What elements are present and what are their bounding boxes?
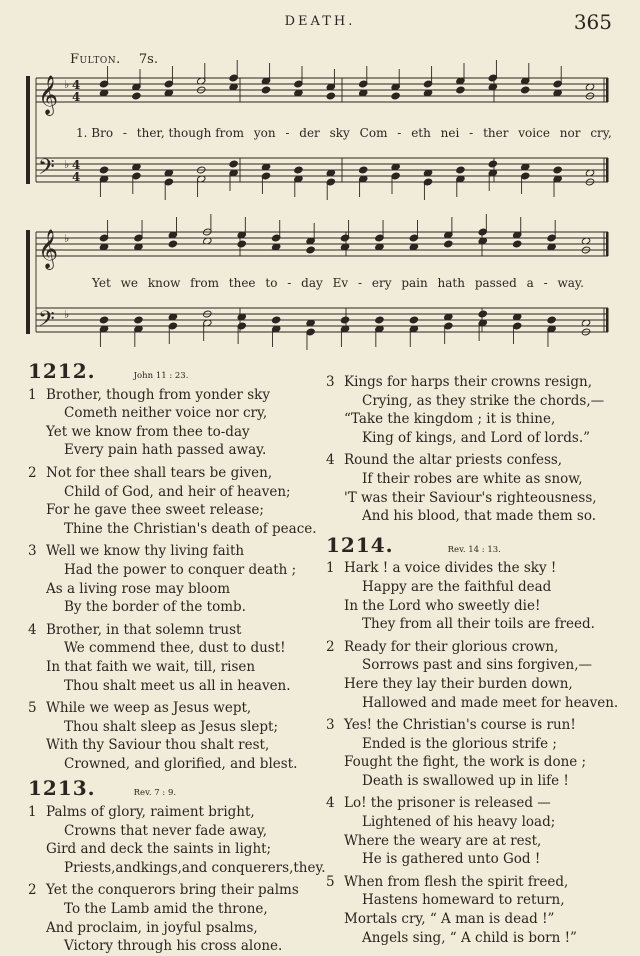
hymn-heading: [28, 359, 318, 386]
tune-meter: 7s.: [138, 52, 158, 67]
note-head: [375, 316, 384, 324]
verse: [326, 873, 626, 947]
verse-line: Fought the fight, the work is done ;: [344, 754, 587, 771]
verse-text: Ready for their glorious crown,: [344, 638, 559, 655]
verse-line: As a living rose may bloom: [46, 580, 231, 597]
hymn-1212: [28, 386, 318, 774]
hymn-1213-part-1: [28, 803, 326, 956]
note-head: [132, 92, 141, 100]
verse-line: Had the power to conquer death ;: [64, 561, 297, 578]
lyric-syllable: -: [469, 126, 474, 140]
verse-line: Thine the Christian's death of peace.: [64, 520, 317, 537]
lyric-syllable: -: [285, 126, 290, 140]
lyric-syllable: -: [357, 276, 363, 290]
lyric-syllable: Com: [359, 126, 388, 140]
verse-text: Round the altar priests confess,: [344, 452, 563, 469]
verse-line: [326, 559, 626, 578]
note-head: [553, 166, 562, 174]
verse-line: And his blood, that made them so.: [362, 508, 597, 525]
verse-line: Thou shalt sleep as Jesus slept;: [64, 718, 279, 735]
time-signature: 4: [72, 78, 81, 92]
key-signature-flat: ♭: [64, 232, 70, 245]
verse-line: Priests,andkings,and conquerers,they.: [64, 859, 326, 876]
verse: [28, 542, 318, 616]
lyric-syllable: -: [122, 126, 127, 140]
verse-text: Brother, though from yonder sky: [46, 386, 270, 403]
verse-line: [28, 803, 318, 822]
lyric-syllable: we: [120, 276, 139, 290]
lyric-syllable: pain: [401, 276, 428, 290]
tune-lyrics-line-2: [92, 276, 584, 290]
key-signature-flat: ♭: [64, 158, 70, 171]
verse-line: If their robes are white as snow,: [362, 470, 583, 487]
hymn-number: 1213.: [28, 776, 96, 801]
verse: [28, 386, 318, 460]
final-barline: [606, 232, 609, 256]
verse-line: Crowned, and glorified, and blest.: [64, 755, 298, 772]
verse: [326, 451, 626, 525]
verse-line: Death is swallowed up in life !: [362, 772, 569, 789]
verse-number: 2: [28, 464, 37, 481]
verse-line: [326, 451, 626, 470]
verse-line: [28, 542, 318, 561]
final-barline: [606, 308, 609, 332]
note-head: [488, 160, 497, 168]
hymn-1213-part-2: [326, 373, 626, 526]
verse-text: Lo! the prisoner is released —: [344, 795, 551, 812]
lyric-syllable: ther: [483, 126, 509, 140]
verse-line: Hastens homeward to return,: [362, 892, 565, 909]
verse-number: 3: [326, 717, 335, 734]
verse-line: [28, 621, 318, 640]
note-head: [326, 92, 335, 100]
verse-line: Hallowed and made meet for heaven.: [362, 694, 619, 711]
note-head: [306, 246, 315, 254]
lyric-syllable: Ev: [332, 276, 349, 290]
note-head: [237, 240, 246, 248]
lyric-syllable: sky: [329, 126, 350, 140]
verse-line: Lightened of his heavy load;: [362, 814, 556, 831]
lyric-syllable: -: [543, 276, 548, 290]
final-barline: [606, 78, 609, 102]
verse-number: 1: [28, 804, 37, 821]
hymn-heading: [28, 776, 318, 803]
lyric-syllable: eth: [411, 126, 431, 140]
verse-line: 'T was their Saviour's righteousness,: [344, 489, 597, 506]
verse-line: [28, 386, 318, 405]
verse-number: 1: [28, 386, 37, 403]
verse-line: Every pain hath passed away.: [64, 442, 267, 459]
lyric-syllable: cry,: [590, 126, 612, 140]
time-signature: 4: [72, 90, 81, 104]
verse-line: [28, 464, 318, 483]
lyric-syllable: to: [265, 276, 278, 290]
note-head: [456, 166, 465, 174]
verse-text: Yes! the Christian's course is run!: [344, 717, 576, 734]
verse-text: Well we know thy living faith: [46, 543, 245, 560]
verse-text: Hark ! a voice divides the sky !: [344, 560, 557, 577]
verse-number: 3: [28, 543, 37, 560]
verse: [28, 803, 326, 877]
system-bracket: [26, 230, 30, 334]
lyric-syllable: nor: [559, 126, 581, 140]
time-signature: 4: [72, 170, 81, 184]
key-signature-flat: ♭: [64, 78, 70, 91]
verse-line: [326, 638, 626, 657]
lyric-syllable: way.: [557, 276, 584, 290]
verse-line: Here they lay their burden down,: [344, 675, 573, 692]
time-signature: 4: [72, 158, 81, 172]
verse: [326, 638, 626, 712]
verse-line: He is gathered unto God !: [362, 851, 541, 868]
verse-line: In that faith we wait, till, risen: [46, 658, 256, 675]
verse-line: Crying, as they strike the chords,—: [362, 392, 605, 409]
verse-text: Brother, in that solemn trust: [46, 621, 242, 638]
page-number: 365: [573, 10, 612, 34]
note-head: [478, 310, 487, 318]
verse-text: When from flesh the spirit freed,: [344, 873, 569, 890]
verse: [28, 621, 318, 695]
note-head: [261, 86, 270, 94]
verse-number: 4: [326, 452, 335, 469]
verse-number: 4: [326, 795, 335, 812]
verse-line: [326, 873, 626, 892]
verse: [326, 559, 626, 633]
lyric-syllable: voice: [518, 126, 550, 140]
lyric-syllable: hath: [437, 276, 465, 290]
verse-line: For he gave thee sweet release;: [46, 502, 264, 519]
verse-line: By the border of the tomb.: [64, 599, 246, 616]
verse-line: Where the weary are at rest,: [344, 832, 542, 849]
verse-line: Crowns that never fade away,: [64, 822, 268, 839]
lyric-syllable: 1. Bro: [76, 126, 114, 140]
running-head: DEATH.: [284, 14, 356, 29]
verse-line: Cometh neither voice nor cry,: [64, 405, 268, 422]
verse: [28, 881, 318, 955]
note-head: [520, 86, 529, 94]
bass-clef: 𝄢: [38, 155, 55, 185]
verse-line: Child of God, and heir of heaven;: [64, 483, 291, 500]
lyric-syllable: know: [147, 276, 181, 290]
verse-line: Ended is the glorious strife ;: [362, 735, 557, 752]
verse-number: 2: [28, 882, 37, 899]
verse-number: 5: [28, 700, 37, 717]
key-signature-flat: ♭: [64, 308, 70, 321]
note-head: [391, 92, 400, 100]
verse-number: 4: [28, 621, 37, 638]
verse-line: Angels sing, “ A child is born !”: [362, 929, 577, 946]
lyric-syllable: nei: [440, 126, 460, 140]
verse-line: [326, 716, 626, 735]
note-head: [229, 160, 238, 168]
lyric-syllable: day: [301, 276, 323, 290]
lyric-syllable: thee: [228, 276, 256, 290]
note-head: [512, 240, 521, 248]
note-head: [456, 86, 465, 94]
verse-line: Gird and deck the saints in light;: [46, 841, 272, 858]
verse: [28, 699, 318, 773]
lyric-syllable: ther, though from: [136, 126, 244, 140]
lyric-syllable: a: [526, 276, 534, 290]
lyric-syllable: Yet: [92, 276, 111, 290]
verse-number: 2: [326, 638, 335, 655]
verse-number: 5: [326, 873, 335, 890]
verse-text: Not for thee shall tears be given,: [46, 464, 273, 481]
verse-line: [28, 699, 318, 718]
scripture-reference: Rev. 14 : 13.: [447, 544, 501, 555]
hymn-column-right: [326, 369, 626, 947]
verse-line: We commend thee, dust to dust!: [64, 640, 286, 657]
verse-line: To the Lamb amid the throne,: [64, 901, 268, 918]
note-head: [409, 316, 418, 324]
verse-line: [326, 373, 626, 392]
verse-line: In the Lord who sweetly die!: [344, 597, 541, 614]
verse: [326, 794, 626, 868]
verse-line: With thy Saviour thou shalt rest,: [46, 737, 270, 754]
note-head: [99, 316, 108, 324]
note-head: [547, 316, 556, 324]
hymn-number: 1212.: [28, 359, 96, 383]
verse-line: “Take the kingdom ; it is thine,: [344, 411, 556, 428]
verse-line: Happy are the faithful dead: [362, 578, 552, 595]
note-head: [271, 316, 280, 324]
scripture-reference: John 11 : 23.: [133, 371, 189, 381]
note-head: [444, 240, 453, 248]
hymn-column-left: [28, 359, 326, 956]
note-head: [340, 316, 349, 324]
verse-line: Mortals cry, “ A man is dead !”: [344, 911, 555, 928]
verse-line: Victory through his cross alone.: [64, 938, 283, 955]
lyric-syllable: passed: [474, 276, 517, 290]
hymn-1214: [326, 559, 626, 947]
verse-line: Sorrows past and sins forgiven,—: [362, 657, 592, 674]
verse-line: Thou shalt meet us all in heaven.: [64, 677, 291, 694]
verse-number: 1: [326, 560, 335, 577]
note-head: [358, 166, 367, 174]
system-bracket: [26, 76, 30, 184]
verse-line: They from all their toils are freed.: [362, 616, 595, 633]
tune-lyrics-line-1: [76, 126, 612, 140]
final-barline: [606, 158, 609, 182]
music-score: [0, 0, 640, 360]
verse: [326, 716, 626, 790]
scripture-reference: Rev. 7 : 9.: [133, 788, 177, 799]
verse-text: Yet the conquerors bring their palms: [46, 882, 299, 899]
verse-line: And proclaim, in joyful psalms,: [46, 919, 258, 936]
verse-text: Palms of glory, raiment bright,: [46, 804, 255, 821]
verse-line: [28, 881, 318, 900]
treble-clef: 𝄞: [38, 75, 59, 115]
verse: [326, 373, 626, 447]
bass-clef: 𝄢: [38, 307, 55, 337]
lyric-syllable: -: [397, 126, 402, 140]
note-head: [99, 166, 108, 174]
lyric-syllable: ery: [371, 276, 392, 290]
lyric-syllable: from: [190, 276, 219, 290]
verse-line: King of kings, and Lord of lords.”: [362, 429, 591, 446]
note-head: [168, 240, 177, 248]
verse: [28, 464, 318, 538]
lyric-syllable: der: [299, 126, 320, 140]
verse-text: Kings for harps their crowns resign,: [344, 374, 592, 390]
verse-text: While we weep as Jesus wept,: [46, 700, 252, 717]
hymn-number: 1214.: [326, 532, 394, 557]
note-head: [294, 166, 303, 174]
verse-line: Yet we know from thee to-day: [46, 423, 250, 440]
hymn-heading: [326, 532, 626, 560]
verse-line: [326, 794, 626, 813]
note-head: [134, 316, 143, 324]
tune-name: Fulton.: [70, 52, 121, 67]
lyric-syllable: yon: [253, 126, 276, 140]
treble-clef: 𝄞: [38, 229, 59, 269]
lyric-syllable: -: [287, 276, 292, 290]
verse-number: 3: [326, 374, 335, 390]
